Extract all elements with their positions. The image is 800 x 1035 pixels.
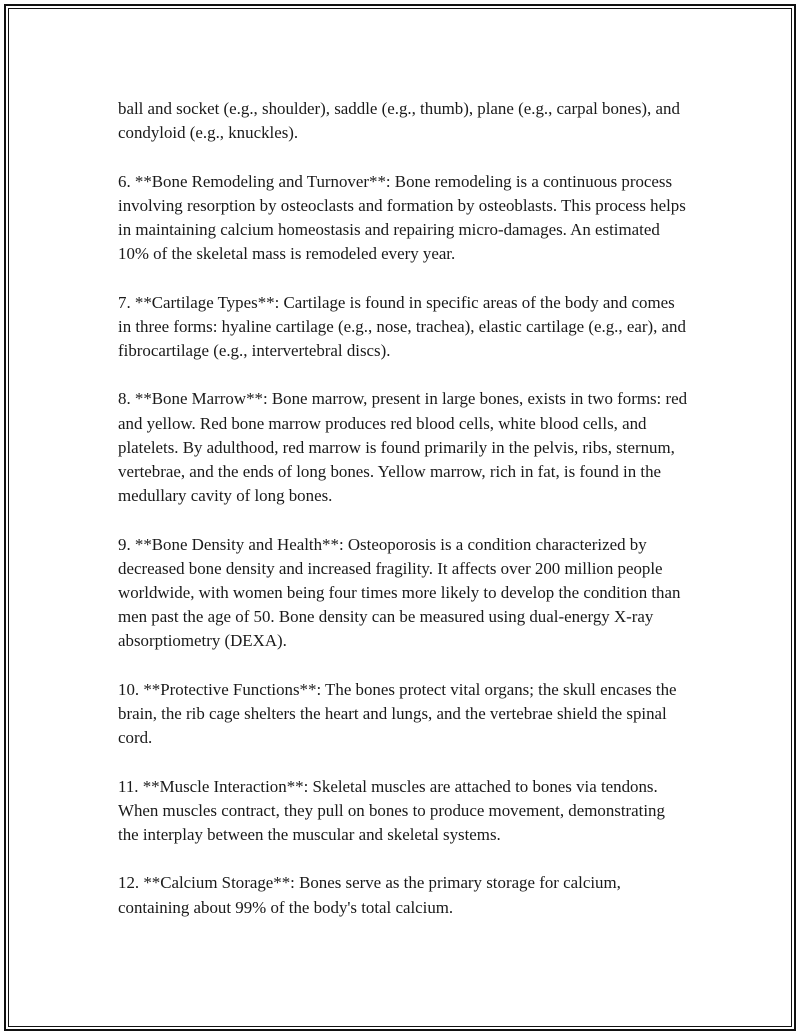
document-body (118, 97, 688, 944)
page-border (4, 4, 796, 1031)
paragraph-protective-functions: 10. **Protective Functions**: The bones protect vital organs; the skull encases the brain, the rib cage shelters the heart and lungs, and the vertebrae shield the spinal cord. (118, 679, 677, 748)
paragraph-calcium-storage: 12. **Calcium Storage**: Bones serve as the primary storage for calcium, containing about 99% of the body's total calcium. (118, 873, 621, 917)
paragraph-joint-types-continued: ball and socket (e.g., shoulder), saddle (e.g., thumb), plane (e.g., carpal bones), and condyloid (e.g., knuckles). (118, 99, 680, 143)
paragraph-bone-remodeling: 6. **Bone Remodeling and Turnover**: Bone remodeling is a continuous process involving resorption by osteoclasts and formation by osteoblasts. This process helps in maintaining calcium homeostasis and repairing micro-damages. An estimated 10% of the skeletal mass is remodeled every year. (118, 171, 686, 264)
paragraph-cartilage-types: 7. **Cartilage Types**: Cartilage is found in specific areas of the body and comes in three forms: hyaline cartilage (e.g., nose, trachea), elastic cartilage (e.g., ear), and fibrocartilage (e.g., intervertebral discs). (118, 292, 686, 360)
paragraph-bone-marrow: 8. **Bone Marrow**: Bone marrow, present in large bones, exists in two forms: red and yellow. Red bone marrow produces red blood cells, white blood cells, and platelets. By adulthood, red marrow is found primarily in the pelvis, ribs, sternum, vertebrae, and the ends of long bones. Yellow marrow, rich in fat, is found in the medullary cavity of long bones. (118, 389, 688, 506)
paragraph-bone-density: 9. **Bone Density and Health**: Osteoporosis is a condition characterized by decreased bone density and increased fragility. It affects over 200 million people worldwide, with women being four times more likely to develop the condition than men past the age of 50. Bone density can be measured using dual-energy X-ray absorptiometry (DEXA). (118, 534, 681, 651)
paragraph-muscle-interaction: 11. **Muscle Interaction**: Skeletal muscles are attached to bones via tendons. When muscles contract, they pull on bones to produce movement, demonstrating the interplay between the muscular and skeletal systems. (118, 776, 665, 844)
